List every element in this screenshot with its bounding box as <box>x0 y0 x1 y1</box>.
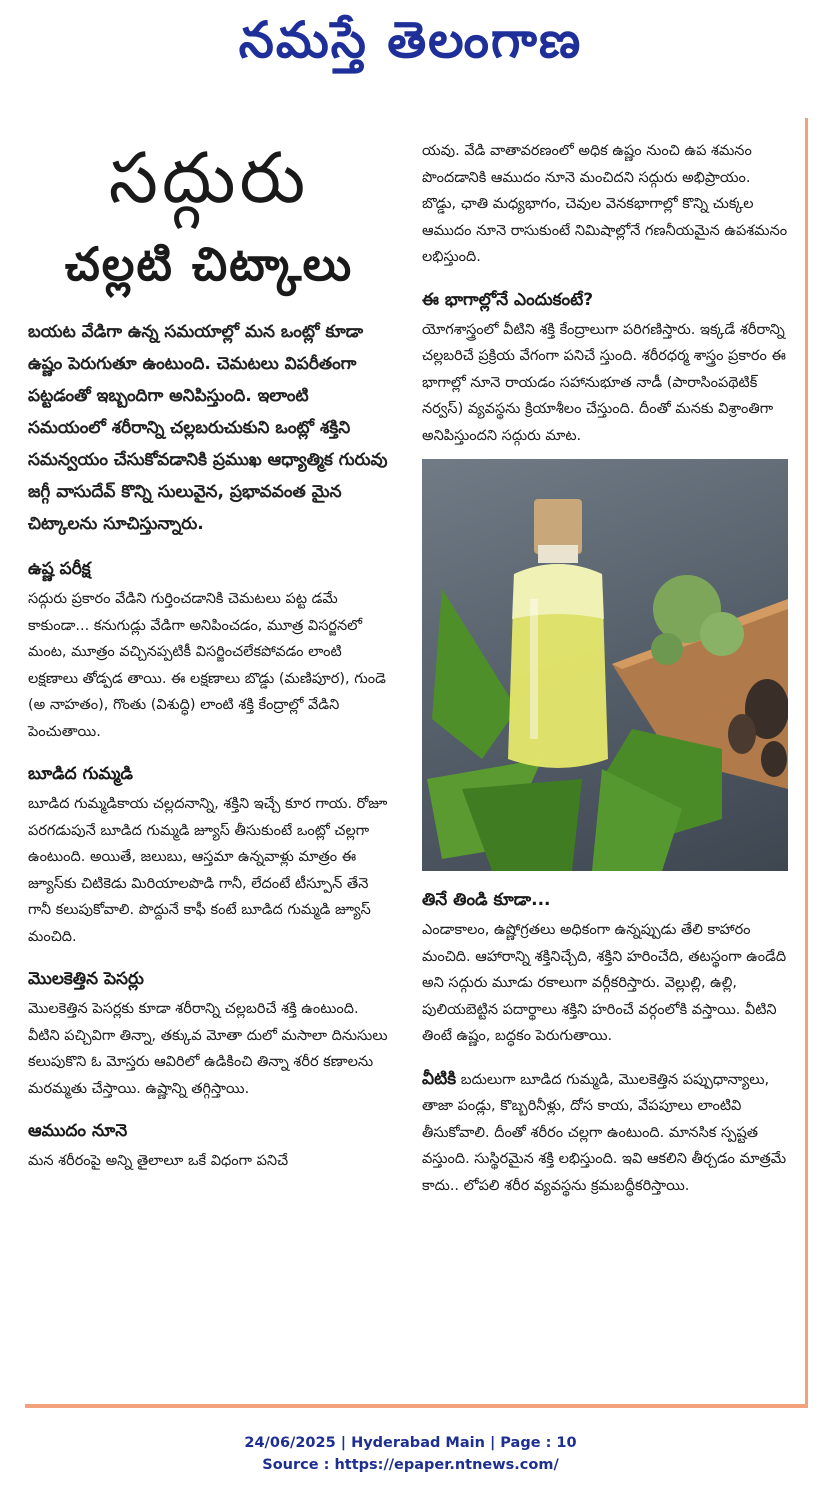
castor-oil-bottle-icon <box>422 459 788 871</box>
footer-source-link[interactable]: Source : https://epaper.ntnews.com/ <box>262 1457 559 1473</box>
section-body-food-too: ఎండాకాలం, ఉష్ణోగ్రతలు అధికంగా ఉన్నప్పుడు తేలి కాహారం మంచిది. ఆహారాన్ని శక్తినిచ్చేది, శక్తిని హరించేది, తటస్థంగా ఉండేది అని సద్గురు మూడు రకాలుగా వర్గీకరిస్తారు. వెల్లుల్లి, ఉల్లి, పులియబెట్టిన పదార్థాలు శక్తిని హరించే వర్గంలోకి వస్తాయి. వీటిని తింటే ఉష్ణం, బద్ధకం పెరుగుతాయి. <box>422 922 787 1044</box>
section-body-castor-oil: మన శరీరంపై అన్ని తైలాలూ ఒకే విధంగా పనిచే <box>28 1153 289 1169</box>
headline-title: సద్గురు <box>108 137 310 219</box>
section-text-instead: బదులుగా బూడిద గుమ్మడి, మొలకెత్తిన పప్పుధాన్యాలు, తాజా పండ్లు, కొబ్బరినీళ్లు, దోస కాయ, వేపపూలు లాంటివి తీసుకోవాలి. దీంతో శరీరం చల్లగా ఉంటుంది. మానసిక స్పష్టత వస్తుంది. సుస్థిరమైన శక్తి లభిస్తుంది. ఇవి ఆకలిని తీర్చడం మాత్రమే కాదు.. లోపలి శరీర వ్యవస్థను క్రమబద్ధీకరిస్తాయి. <box>422 1071 787 1194</box>
footer-date-edition: 24/06/2025 | Hyderabad Main | Page : 10 <box>244 1435 577 1451</box>
section-heading-castor-oil: ఆముదం నూనె <box>28 1121 128 1141</box>
section-heading-sprouted-moong: మొలకెత్తిన పెసర్లు <box>28 969 144 989</box>
section-body-instead <box>422 1066 788 1200</box>
lead-word-instead: వీటికి <box>422 1068 457 1089</box>
section-body-heat-test: సద్గురు ప్రకారం వేడిని గుర్తించడానికి చెమటలు పట్ట డమే కాకుండా... కనుగుడ్లు వేడిగా అనిపించడం, మూత్ర విసర్జనలో మంట, మూత్రం వచ్చినప్పటికీ విసర్జించలేకపోవడం లాంటి లక్షణాలు తోడ్పడ తాయి. ఈ లక్షణాలు బొడ్డు (మణిపూర), గుండె (అ నాహతం), గొంతు (విశుద్ధి) లాంటి శక్తి కేంద్రాల్లో వేడిని పెంచుతాయి. <box>28 591 386 740</box>
section-body-sprouted-moong: మొలకెత్తిన పెసర్లకు కూడా శరీరాన్ని చల్లబరిచే శక్తి ఉంటుంది. వీటిని పచ్చివిగా తిన్నా, తక్కువ మోతా దులో మసాలా దినుసులు కలుపుకొని ఓ మోస్తరు ఆవిరిలో ఉడికించి తిన్నా శరీర కణాలను మరమ్మతు చేస్తాయి. ఉష్ణాన్ని తగ్గిస్తాయి. <box>28 1001 388 1097</box>
right-column <box>422 138 788 1199</box>
section-body-why-these-parts: యోగశాస్త్రంలో వీటిని శక్తి కేంద్రాలుగా పరిగణిస్తారు. ఇక్కడే శరీరాన్ని చల్లబరిచే ప్రక్రియ వేగంగా పనిచే స్తుంది. శరీరధర్మ శాస్త్రం ప్రకారం ఈ భాగాల్లో నూనె రాయడం సహానుభూత నాడీ (పారాసింపథెటిక్ నర్వస్) వ్యవస్థను క్రియాశీలం చేస్తుంది. దీంతో మనకు విశ్రాంతిగా అనిపిస్తుందని సద్గురు మాట. <box>422 321 786 444</box>
left-column <box>28 130 390 1175</box>
section-heading-food-too: తినే తిండి కూడా... <box>422 890 551 910</box>
masthead-logo: నమస్తే తెలంగాణ <box>238 10 583 69</box>
intro-paragraph: బయట వేడిగా ఉన్న సమయాల్లో మన ఒంట్లో కూడా ఉష్ణం పెరుగుతూ ఉంటుంది. చెమటలు విపరీతంగా పట్టడంతో ఇబ్బందిగా అనిపిస్తుంది. ఇలాంటి సమయంలో శరీరాన్ని చల్లబరుచుకుని ఒంట్లో శక్తిని సమన్వయం చేసుకోవడానికి ప్రముఖ ఆధ్యాత్మిక గురువు జగ్గీ వాసుదేవ్ కొన్ని సులువైన, ప్రభావవంత మైన చిట్కాలను సూచిస్తున్నారు. <box>28 322 388 534</box>
castor-oil-photo <box>422 459 788 871</box>
section-heading-heat-test: ఉష్ణ పరీక్ష <box>28 559 91 579</box>
headline-subtitle: చల్లటి చిట్కాలు <box>64 237 354 291</box>
section-body-castor-oil-continued: యవు. వేడి వాతావరణంలో అధిక ఉష్ణం నుంచి ఉప శమనం పొందడానికి ఆముదం నూనె మంచిదని సద్గురు అభిప్రాయం. బొడ్డు, ఛాతి మధ్యభాగం, చెవుల వెనకభాగాల్లో కొన్ని చుక్కల ఆముదం నూనె రాసుకుంటే నిమిషాల్లోనే గణనీయమైన ఉపశమనం లభిస్తుంది. <box>422 143 788 265</box>
section-heading-ash-gourd: బూడిద గుమ్మడి <box>28 764 133 784</box>
section-body-ash-gourd: బూడిద గుమ్మడికాయ చల్లదనాన్ని, శక్తిని ఇచ్చే కూర గాయ. రోజూ పరగడుపునే బూడిద గుమ్మడి జ్యూస్ తీసుకుంటే ఒంట్లో చల్లగా ఉంటుంది. అయితే, జలుబు, ఆస్తమా ఉన్నవాళ్లు మాత్రం ఈ జ్యూస్‌కు చిటికెడు మిరియాలపొడి గానీ, లేదంటే టీస్పూన్ తేనె గానీ కలుపుకోవాలి. పొద్దునే కాఫీ కంటే బూడిద గుమ్మడి జ్యూస్ మంచిది. <box>28 796 388 945</box>
section-heading-why-these-parts: ఈ భాగాల్లోనే ఎందుకంటే? <box>422 289 594 310</box>
